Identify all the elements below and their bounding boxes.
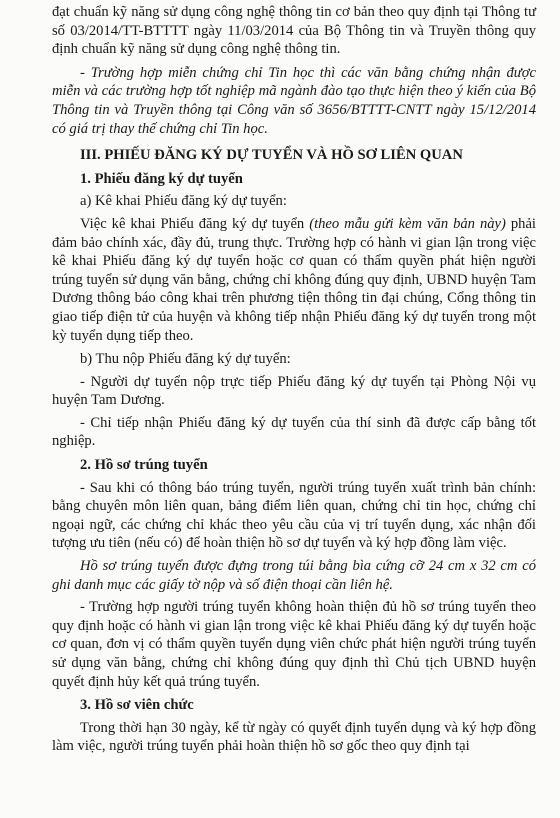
intro-paragraph-continued: đạt chuẩn kỹ năng sử dụng công nghệ thông tin cơ bản theo quy định tại Thông tư số 03/2014/TT-BTTTT ngày 11/03/2014 của Bộ Thông tin và Truyền thông quy định chuẩn kỹ năng sử dụng công nghệ thông tin. — [52, 4, 536, 58]
item-b-label: b) Thu nộp Phiếu đăng ký dự tuyển: — [80, 351, 291, 368]
subsection-1-heading: 1. Phiếu đăng ký dự tuyển — [80, 170, 243, 187]
subsection-2-paragraph-2: Hồ sơ trúng tuyển được đựng trong túi bằng bìa cứng cỡ 24 cm x 32 cm có ghi danh mục các giấy tờ nộp và số điện thoại cần liên hệ. — [52, 558, 536, 593]
subsection-3-paragraph-1: Trong thời hạn 30 ngày, kể từ ngày có quyết định tuyển dụng và ký hợp đồng làm việc, người trúng tuyển phải hoàn thiện hồ sơ gốc theo quy định tại — [52, 719, 536, 755]
item-b-paragraph-2: - Chỉ tiếp nhận Phiếu đăng ký dự tuyển của thí sinh đã được cấp bằng tốt nghiệp. — [52, 414, 536, 450]
subsection-2-paragraph-3: - Trường hợp người trúng tuyển không hoàn thiện đủ hồ sơ trúng tuyển theo quy định hoặc có hành vi gian lận trong việc kê khai Phiếu đăng ký dự tuyển hoặc cơ quan, đơn vị có thẩm quyền tuyển dụng viên chức phát hiện người trúng tuyển sử dụng văn bằng, chứng chỉ không đúng quy định thì Chủ tịch UBND huyện quyết định hủy kết quả trúng tuyển. — [52, 599, 536, 690]
item-a-text-start: Việc kê khai Phiếu đăng ký dự tuyển — [80, 215, 310, 232]
item-a-label: a) Kê khai Phiếu đăng ký dự tuyển: — [80, 193, 287, 210]
item-a-text-end: phải đảm bảo chính xác, đầy đủ, trung thực. Trường hợp có hành vi gian lận trong việc kê khai Phiếu đăng ký dự tuyển hoặc cơ quan có thẩm quyền phát hiện người trúng tuyển sử dụng văn bằng, chứng chỉ không đúng quy định, UBND huyện Tam Dương thông báo công khai trên phương tiện thông tin đại chúng, Cổng thông tin giao tiếp điện tử của huyện và không tiếp nhận Phiếu đăng ký dự tuyển trong một kỳ tuyển dụng tiếp theo. — [52, 215, 536, 344]
item-a-template-note: (theo mẫu gửi kèm văn bản này) — [309, 215, 506, 232]
item-a-paragraph — [52, 215, 536, 345]
subsection-2-paragraph-1: - Sau khi có thông báo trúng tuyển, người trúng tuyển xuất trình bản chính: bằng chuyên môn liên quan, bảng điểm liên quan, chứng chỉ tin học, chứng chỉ ngoại ngữ, các chứng chỉ khác theo yêu cầu của vị trí tuyển dụng, xác nhận đối tượng ưu tiên (nếu có) để hoàn thiện hồ sơ dự tuyển và ký hợp đồng làm việc. — [52, 479, 536, 552]
section-heading: III. PHIẾU ĐĂNG KÝ DỰ TUYỂN VÀ HỒ SƠ LIÊN QUAN — [80, 147, 463, 164]
subsection-3-heading: 3. Hồ sơ viên chức — [80, 697, 194, 714]
item-b-paragraph-1: - Người dự tuyển nộp trực tiếp Phiếu đăng ký dự tuyển tại Phòng Nội vụ huyện Tam Dương. — [52, 373, 536, 409]
subsection-2-heading: 2. Hồ sơ trúng tuyển — [80, 457, 208, 474]
intro-exemption-paragraph: - Trường hợp miễn chứng chỉ Tin học thì các văn bằng chứng nhận được miễn và các trường hợp tốt nghiệp mã ngành đào tạo thực hiện theo ý kiến của Bộ Thông tin và Truyền thông tại Công văn số 3656/BTTTT-CNTT ngày 15/12/2014 có giá trị thay thế chứng chỉ Tin học. — [52, 64, 536, 137]
